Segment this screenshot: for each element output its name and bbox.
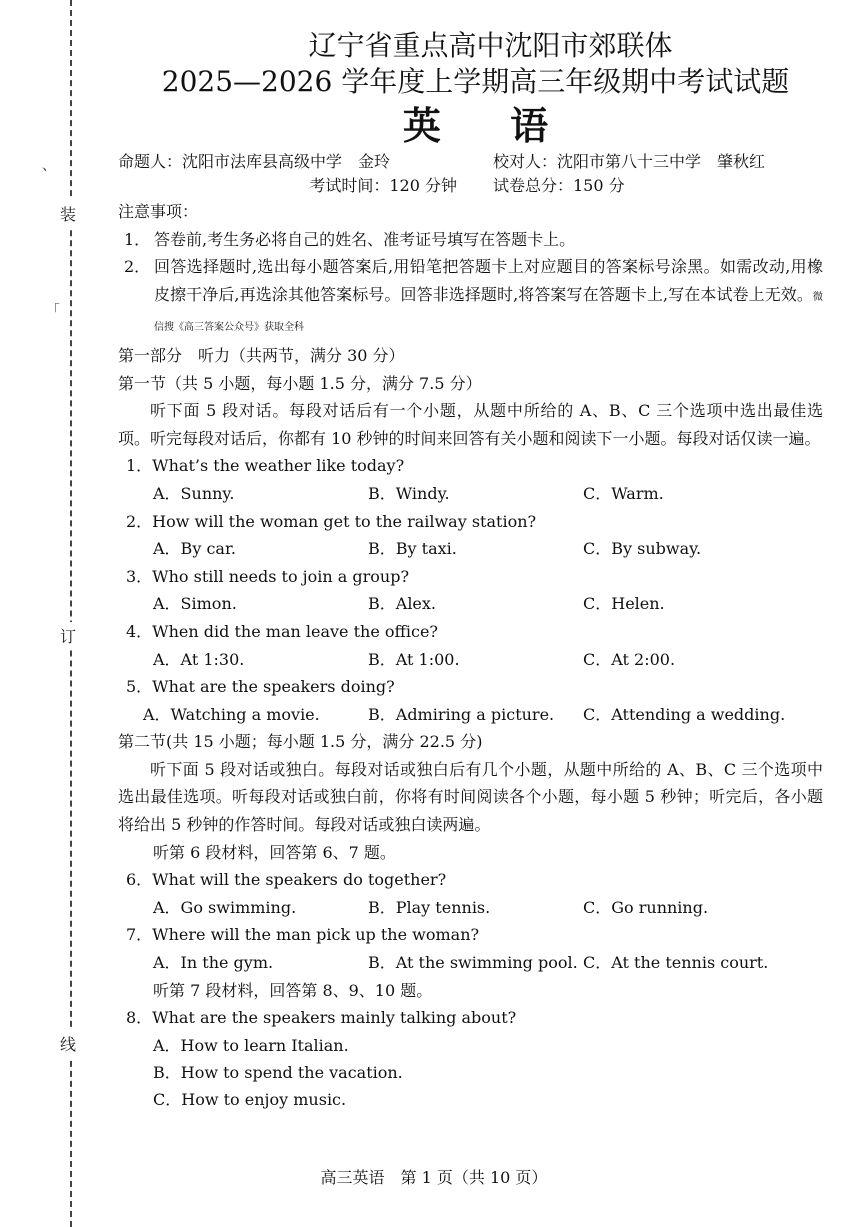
option: B．Play tennis. [368, 897, 491, 917]
options-3 [118, 590, 823, 618]
section1-heading: 第一节（共 5 小题，每小题 1.5 分，满分 7.5 分） [118, 373, 482, 393]
exam-title-line2: 2025—2026 学年度上学期高三年级期中考试试题 [161, 65, 790, 98]
options-4 [118, 646, 823, 674]
binding-tick-1: 、 [42, 158, 56, 174]
binding-mark-ding: 订 [60, 622, 76, 649]
option: C．Warm. [583, 483, 664, 503]
option: B．Windy. [368, 483, 450, 503]
note-item: 1． 答卷前,考生务必将自己的姓名、准考证号填写在答题卡上。 [124, 229, 576, 249]
exam-title-line1: 辽宁省重点高中沈阳市郊联体 [308, 29, 673, 62]
section1-instructions: 听下面 5 段对话。每段对话后有一个小题，从题中所给的 A、B、C 三个选项中选出最佳选项。听完每段对话后，你都有 10 秒钟的时间来回答有关小题和阅读下一小题。每段对话仅读一遍。 [118, 401, 823, 448]
option: C．By subway. [583, 539, 702, 559]
author-row [118, 150, 823, 174]
part1-heading: 第一部分 听力（共两节，满分 30 分） [118, 345, 405, 365]
question-2: 2．How will the woman get to the railway station? [126, 511, 537, 531]
exam-page [118, 28, 823, 1113]
options-2 [118, 535, 823, 563]
subject-title: 英 语 [402, 103, 577, 148]
binding-mark-xian: 线 [60, 1030, 76, 1057]
option: A．Go swimming. [153, 897, 297, 917]
option: B．How to spend the vacation. [153, 1062, 403, 1082]
option: B．Alex. [368, 594, 437, 614]
options-5 [118, 701, 823, 729]
option: C．Attending a wedding. [583, 704, 786, 724]
option: A．In the gym. [153, 953, 274, 973]
options-6 [118, 894, 823, 922]
wechat-note: 微信搜《高三答案公众号》获取全科 [154, 291, 823, 334]
question-3: 3．Who still needs to join a group? [126, 566, 410, 586]
question-6: 6．What will the speakers do together? [126, 870, 447, 890]
option: C．At 2:00. [583, 649, 676, 669]
option: A．How to learn Italian. [153, 1035, 349, 1055]
option: B．At 1:00. [368, 649, 460, 669]
section2-heading: 第二节(共 15 小题；每小题 1.5 分，满分 22.5 分) [118, 732, 483, 752]
option: B．Admiring a picture. [368, 704, 555, 724]
option: A．Sunny. [153, 483, 235, 503]
option: C．At the tennis court. [583, 953, 769, 973]
option: A．Simon. [153, 594, 237, 614]
material-7-note: 听第 7 段材料，回答第 8、9、10 题。 [153, 980, 433, 1000]
page-footer: 高三英语 第 1 页（共 10 页） [320, 1168, 548, 1187]
option: A．By car. [153, 539, 236, 559]
exam-meta-row [118, 174, 823, 198]
question-1: 1．What’s the weather like today? [126, 456, 405, 476]
binding-mark-zhuang: 装 [60, 200, 76, 227]
option: C．How to enjoy music. [153, 1089, 347, 1109]
proofreader: 校对人：沈阳市第八十三中学 肇秋红 [493, 152, 766, 171]
option: C．Go running. [583, 897, 709, 917]
note-item: 2． 回答选择题时,选出每小题答案后,用铅笔把答题卡上对应题目的答案标号涂黑。如需改动,用橡皮擦干净后,再选涂其他答案标号。回答非选择题时,将答案写在答题卡上,写在本试卷上无效。微信搜《高三答案公众号》获取全科 [124, 257, 823, 334]
section2-instructions: 听下面 5 段对话或独白。每段对话或独白后有几个小题，从题中所给的 A、B、C 三个选项中选出最佳选项。听每段对话或独白前，你将有时间阅读各个小题，每小题 5 秒钟；听完后，各小题将给出 5 秒钟的作答时间。每段对话或独白读两遍。 [118, 759, 823, 835]
option: C．Helen. [583, 594, 665, 614]
question-4: 4．When did the man leave the office? [126, 621, 439, 641]
exam-total-score: 试卷总分：150 分 [493, 176, 625, 195]
question-8: 8．What are the speakers mainly talking about? [126, 1008, 517, 1028]
question-7: 7．Where will the man pick up the woman? [126, 925, 480, 945]
exam-time: 考试时间：120 分钟 [309, 176, 457, 195]
option: B．At the swimming pool. [368, 953, 578, 973]
notes-heading: 注意事项： [118, 202, 199, 221]
material-6-note: 听第 6 段材料，回答第 6、7 题。 [153, 842, 396, 862]
binding-tick-2: 「 [46, 303, 60, 319]
author: 命题人：沈阳市法库县高级中学 金玲 [118, 152, 391, 171]
question-5: 5．What are the speakers doing? [126, 677, 395, 697]
options-7 [118, 949, 823, 977]
option: A．At 1:30. [153, 649, 245, 669]
options-1 [118, 480, 823, 508]
option: B．By taxi. [368, 539, 457, 559]
option: A．Watching a movie. [143, 704, 320, 724]
